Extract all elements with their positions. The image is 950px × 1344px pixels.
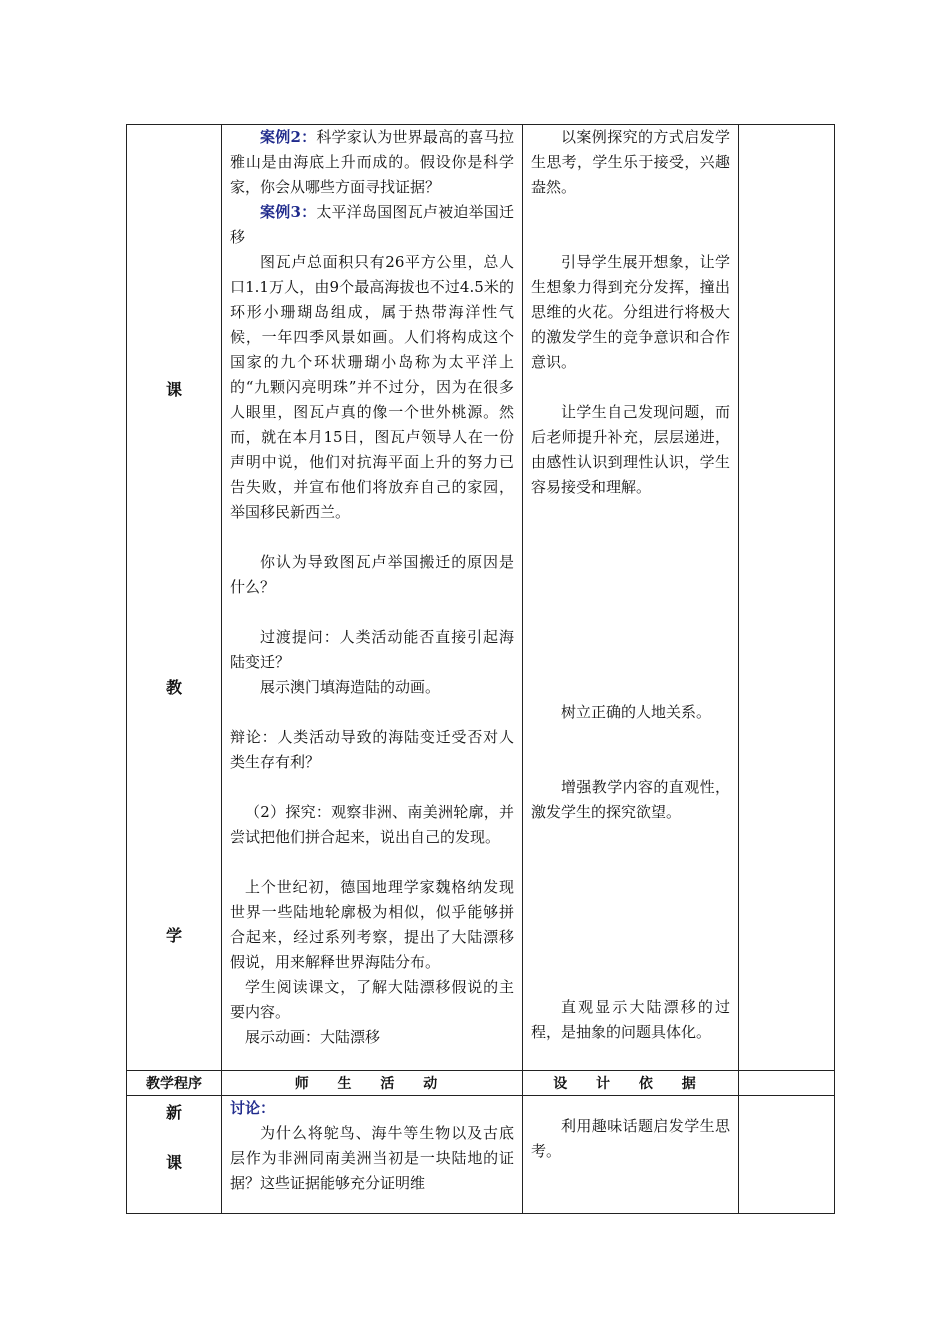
procedure-cell-lower — [127, 1096, 222, 1214]
animation1-paragraph: 展示澳门填海造陆的动画。 — [260, 678, 441, 696]
basis-lower: 利用趣味话题启发学生思考。 — [531, 1117, 730, 1160]
basis-3: 让学生自己发现问题，而后老师提升补充，层层递进，由感性认识到理性认识，学生容易接受和理解。 — [531, 403, 730, 496]
basis-5: 增强教学内容的直观性，激发学生的探究欲望。 — [531, 778, 730, 821]
basis-1: 以案例探究的方式启发学生思考，学生乐于接受，兴趣盎然。 — [531, 128, 730, 196]
procedure-char-ke: 课 — [165, 380, 182, 399]
transition-paragraph: 过渡提问：人类活动能否直接引起海陆变迁？ — [230, 628, 514, 671]
notes-cell-lower — [739, 1096, 835, 1214]
procedure-char-xue: 学 — [165, 926, 182, 945]
case3-paragraph — [230, 200, 514, 250]
case2-text: 科学家认为世界最高的喜马拉雅山是由海底上升而成的。假设你是科学家，你会从哪些方面寻找证据？ — [230, 128, 514, 196]
animation2-paragraph: 展示动画：大陆漂移 — [245, 1028, 381, 1046]
basis-4: 树立正确的人地关系。 — [561, 703, 712, 721]
procedure-char-jiao: 教 — [165, 678, 182, 697]
discussion-label: 讨论： — [230, 1099, 276, 1117]
debate-paragraph: 辩论：人类活动导致的海陆变迁受否对人类生存有利？ — [230, 728, 514, 771]
activity-cell-lower — [222, 1096, 523, 1214]
activity-cell-upper — [222, 125, 523, 1071]
notes-cell-upper — [739, 125, 835, 1071]
explore-paragraph: （2）探究：观察非洲、南美洲轮廓，并尝试把他们拼合起来，说出自己的发现。 — [230, 803, 514, 846]
procedure-cell-upper — [127, 125, 222, 1071]
header-notes — [739, 1071, 835, 1096]
basis-cell-lower — [523, 1096, 739, 1214]
case3-text: 太平洋岛国图瓦卢被迫举国迁移 — [230, 203, 514, 246]
tuvalu-paragraph: 图瓦卢总面积只有26平方公里，总人口1.1万人，由9个最高海拔也不过4.5米的环形小珊瑚岛组成，属于热带海洋性气候，一年四季风景如画。人们将构成这个国家的九个环状珊瑚小岛称为太平洋上的“九颗闪亮明珠”并不过分，因为在很多人眼里，图瓦卢真的像一个世外桃源。然而，就在本月15日，图瓦卢领导人在一份声明中说，他们对抗海平面上升的努力已告失败，并宣布他们将放弃自己的家园，举国移民新西兰。 — [230, 253, 514, 521]
case3-label: 案例3： — [260, 203, 317, 221]
header-row — [127, 1071, 835, 1096]
procedure-char-xin: 新 — [165, 1103, 182, 1122]
procedure-char-ke2: 课 — [165, 1153, 182, 1172]
wegener-paragraph: 上个世纪初，德国地理学家魏格纳发现世界一些陆地轮廓极为相似，似乎能够拼合起来，经过系列考察，提出了大陆漂移假说，用来解释世界海陆分布。 — [230, 878, 514, 971]
header-activity: 师 生 活 动 — [222, 1071, 523, 1096]
discussion-text: 为什么将鸵鸟、海牛等生物以及古底层作为非洲同南美洲当初是一块陆地的证据？这些证据能够充分证明维 — [230, 1124, 514, 1192]
basis-6: 直观显示大陆漂移的过程，是抽象的问题具体化。 — [531, 998, 730, 1041]
case2-paragraph — [230, 125, 514, 200]
upper-content-row — [127, 125, 835, 1071]
header-basis: 设 计 依 据 — [523, 1071, 739, 1096]
question-paragraph: 你认为导致图瓦卢举国搬迁的原因是什么？ — [230, 553, 514, 596]
header-procedure: 教学程序 — [127, 1071, 222, 1096]
case2-label: 案例2： — [260, 128, 317, 146]
lower-content-row — [127, 1096, 835, 1214]
reading-paragraph: 学生阅读课文，了解大陆漂移假说的主要内容。 — [230, 978, 514, 1021]
basis-2: 引导学生展开想象，让学生想象力得到充分发挥，撞出思维的火花。分组进行将极大的激发学生的竞争意识和合作意识。 — [531, 253, 730, 371]
basis-cell-upper — [523, 125, 739, 1071]
lesson-plan-table — [126, 124, 835, 1214]
